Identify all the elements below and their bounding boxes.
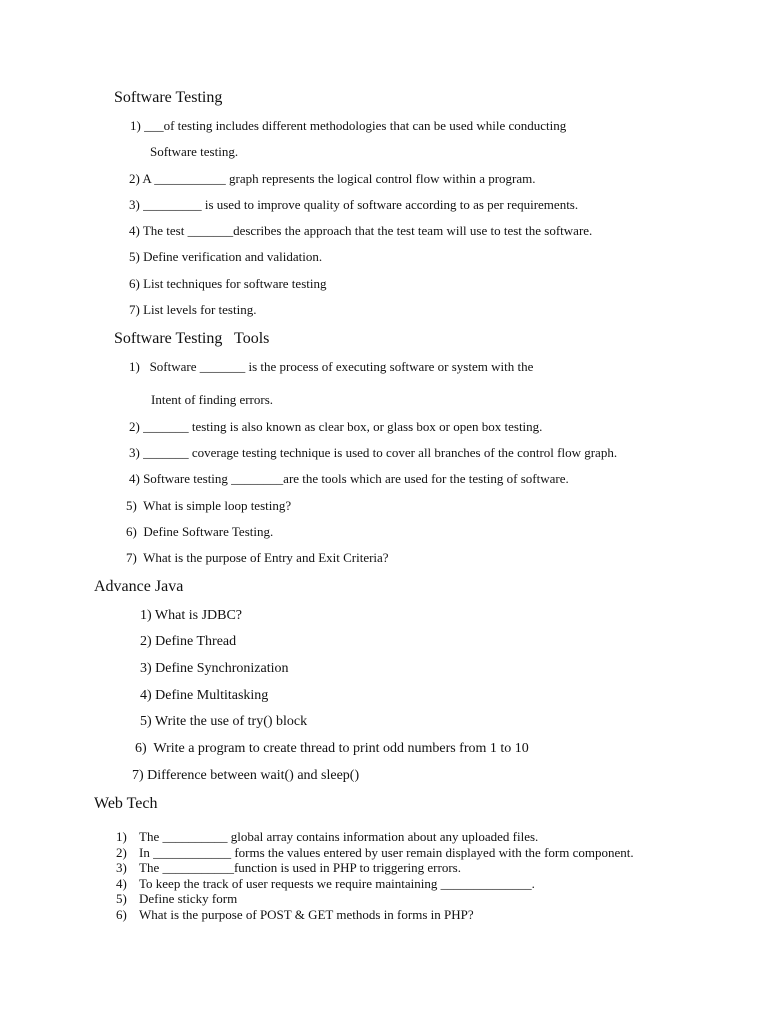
list-item-number: 5) xyxy=(116,891,127,906)
section-title-software-testing: Software Testing xyxy=(114,89,223,106)
list-item: 5) What is simple loop testing? xyxy=(126,498,292,513)
list-item: 3) Define Synchronization xyxy=(140,661,289,676)
list-item-number: 3) xyxy=(116,860,127,875)
list-item-number: 4) xyxy=(116,876,127,891)
section-title-web-tech: Web Tech xyxy=(94,795,158,812)
list-item-continuation: Software testing. xyxy=(150,144,239,159)
list-item: The __________ global array contains information about any uploaded files. xyxy=(139,829,539,844)
list-item-number: 6) xyxy=(116,907,127,922)
list-item: 6) Define Software Testing. xyxy=(126,524,274,539)
list-item-number: 1) xyxy=(116,829,127,844)
list-item: 4) Define Multitasking xyxy=(140,688,269,703)
list-item: 7) Difference between wait() and sleep() xyxy=(132,768,360,783)
section-title-advance-java: Advance Java xyxy=(94,578,184,595)
list-item: The ___________function is used in PHP to triggering errors. xyxy=(139,860,461,875)
list-item: 4) The test _______describes the approach that the test team will use to test the software. xyxy=(129,223,593,238)
list-item: 2) A ___________ graph represents the logical control flow within a program. xyxy=(129,171,536,186)
list-item-number: 2) xyxy=(116,845,127,860)
list-item: 6) List techniques for software testing xyxy=(129,276,327,291)
list-item: 5) Write the use of try() block xyxy=(140,714,308,729)
list-item: 3) _________ is used to improve quality of software according to as per requirements. xyxy=(129,197,579,212)
list-item: 7) List levels for testing. xyxy=(129,302,257,317)
list-item: 1) Software _______ is the process of executing software or system with the xyxy=(129,359,534,374)
list-item: 5) Define verification and validation. xyxy=(129,249,323,264)
list-item: 6) Write a program to create thread to print odd numbers from 1 to 10 xyxy=(135,741,529,756)
list-item: 7) What is the purpose of Entry and Exit Criteria? xyxy=(126,550,389,565)
list-item-continuation: Intent of finding errors. xyxy=(151,392,274,407)
list-item: What is the purpose of POST & GET methods in forms in PHP? xyxy=(139,907,474,922)
list-item: 2) _______ testing is also known as clear box, or glass box or open box testing. xyxy=(129,419,543,434)
section-title-software-testing-tools: Software Testing Tools xyxy=(114,330,270,347)
list-item: Define sticky form xyxy=(139,891,238,906)
list-item: 1) ___of testing includes different methodologies that can be used while conducting xyxy=(130,118,567,133)
list-item: 1) What is JDBC? xyxy=(140,608,243,623)
list-item: 3) _______ coverage testing technique is used to cover all branches of the control flow graph. xyxy=(129,445,618,460)
list-item: To keep the track of user requests we require maintaining ______________. xyxy=(139,876,535,891)
list-item: 2) Define Thread xyxy=(140,634,237,649)
list-item: In ____________ forms the values entered by user remain displayed with the form component. xyxy=(139,845,634,860)
list-item: 4) Software testing ________are the tools which are used for the testing of software. xyxy=(129,471,569,486)
